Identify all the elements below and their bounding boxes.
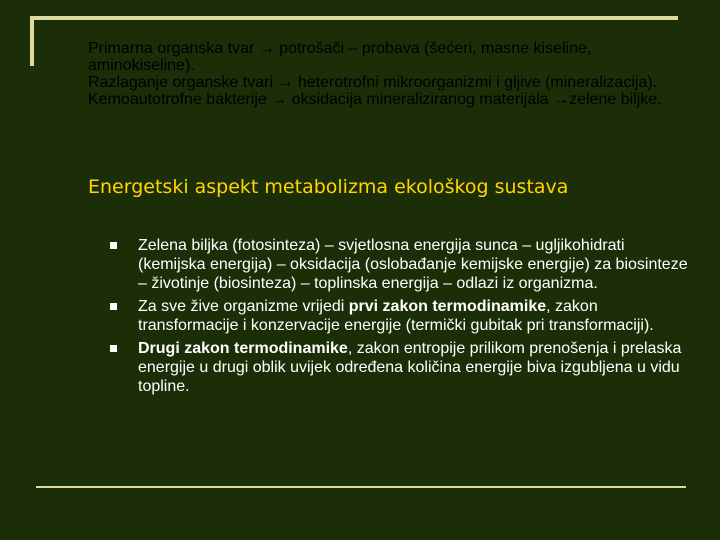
bullet-text-bold: prvi zakon termodinamike <box>348 298 547 315</box>
square-bullet-icon <box>110 242 117 249</box>
bullet-text-post: , zakon transformacije i konzervacije energije (termički gubitak pri transformaciji). <box>138 298 654 334</box>
square-bullet-icon <box>110 345 117 352</box>
frame-top-rule <box>30 16 678 20</box>
bullet-item-2 <box>110 297 690 335</box>
bullet-text-bold: Drugi zakon termodinamike <box>138 340 348 357</box>
bullet-list <box>110 236 690 400</box>
bullet-text-post: , zakon entropije prilikom prenošenja i prelaska energije u drugi oblik uvijek određena količina energije biva izgubljena u vidu topline. <box>138 340 682 395</box>
intro-line-1: Primarna organska tvar → potrošači – probava (šećeri, masne kiseline, aminokiseline). <box>88 40 592 74</box>
intro-line-3: Kemoautotrofne bakterije → oksidacija mineraliziranog materijala →zelene biljke. <box>88 91 662 108</box>
intro-text-block <box>88 40 698 108</box>
frame-bottom-rule <box>36 486 686 488</box>
square-bullet-icon <box>110 303 117 310</box>
slide-heading: Energetski aspekt metabolizma ekološkog sustava <box>88 176 569 198</box>
frame-left-rule <box>30 16 34 66</box>
bullet-item-3 <box>110 339 690 396</box>
bullet-item-1 <box>110 236 690 293</box>
intro-line-2: Razlaganje organske tvari → heterotrofni mikroorganizmi i gljive (mineralizacija). <box>88 74 658 91</box>
bullet-text-pre: Za sve žive organizme vrijedi <box>138 298 349 315</box>
bullet-text: Zelena biljka (fotosinteza) – svjetlosna energija sunca – ugljikohidrati (kemijska energija) – oksidacija (oslobađanje kemijske energije) za biosinteze – životinje (biosinteza) – toplinska energija – odlazi iz organizma. <box>138 237 688 292</box>
